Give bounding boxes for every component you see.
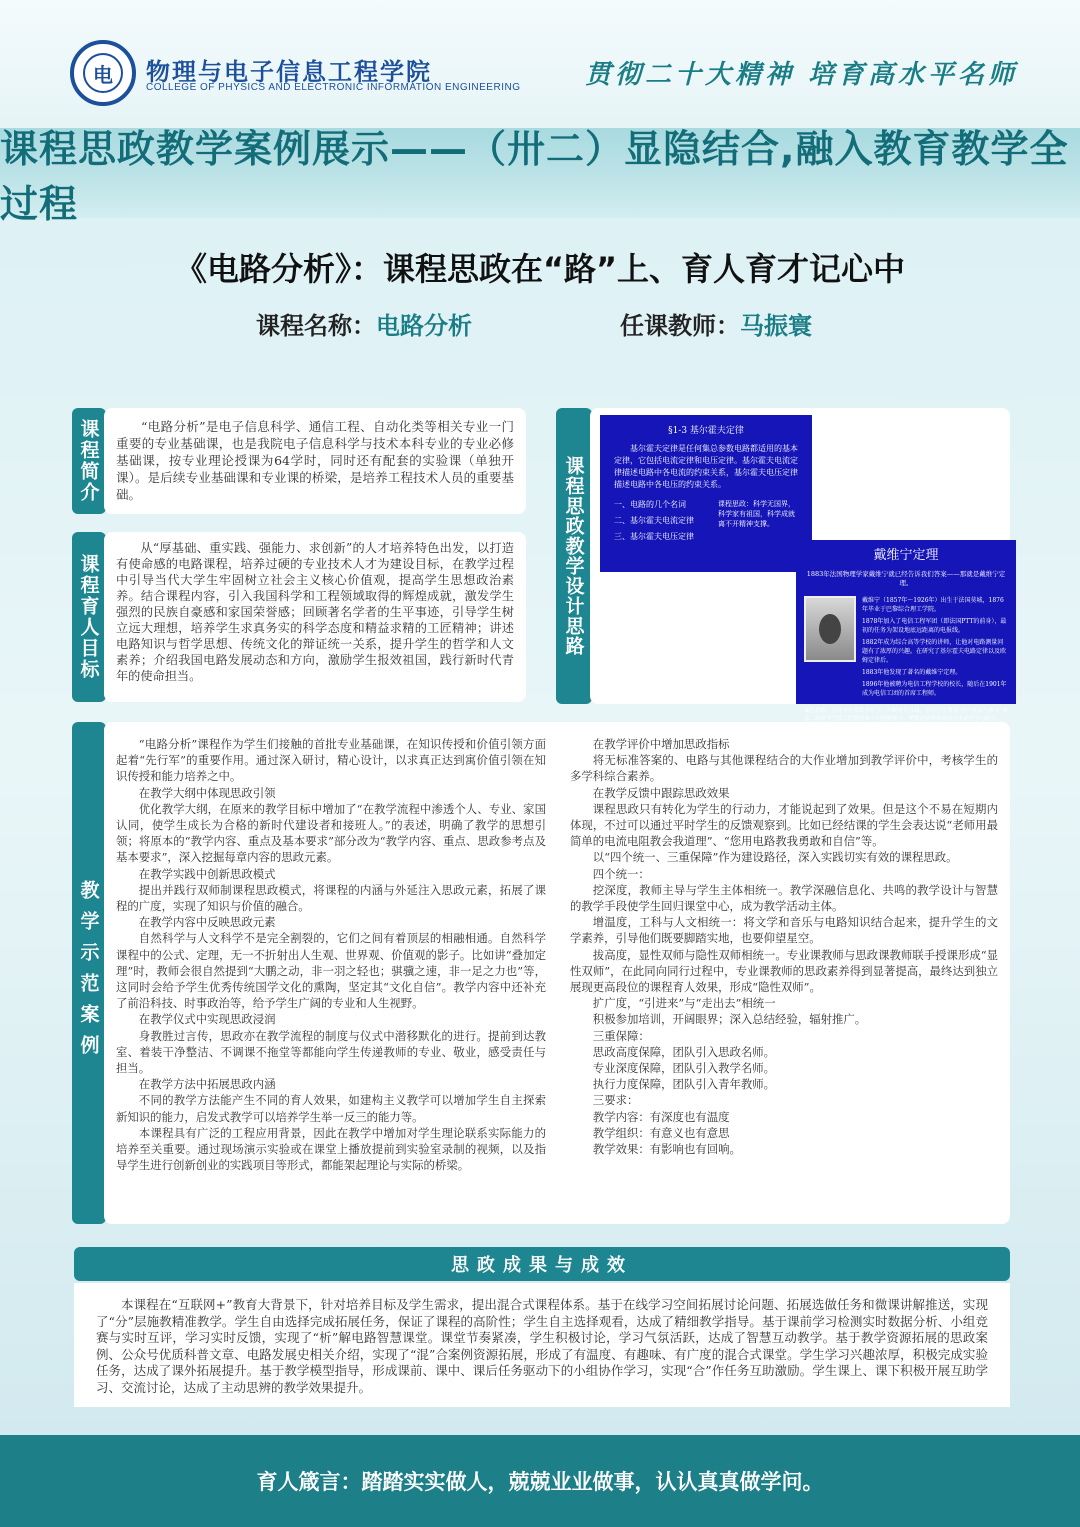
demo-paragraph: 在教学反馈中跟踪思政效果 <box>592 785 730 800</box>
demo-paragraph: 挖深度，教师主导与学生主体相统一。教学深融信息化、共鸣的教学设计与智慧的教学手段使学生回归课堂中心，成为教学活动主体。 <box>570 882 998 914</box>
banner-title: 课程思政教学案例展示——（卅二）显隐结合,融入教育教学全过程 <box>0 127 1069 226</box>
demo-paragraph: 在教学仪式中实现思政浸润 <box>138 1012 276 1027</box>
demo-paragraph: 以“四个统一、三重保障”作为建设路径，深入实践切实有效的课程思政。 <box>592 850 958 865</box>
demo-paragraph: 将无标准答案的、电路与其他课程结合的大作业增加到教学评价中，考核学生的多学科综合素养。 <box>570 753 998 784</box>
demo-paragraph: 思政高度保障，团队引入思政名师。 <box>592 1044 776 1059</box>
results-card <box>74 1283 1010 1407</box>
logo-glyph: 电 <box>83 53 123 93</box>
demo-paragraph: 教学组织：有意义也有意思 <box>592 1125 730 1140</box>
intro-text: “电路分析”是电子信息科学、通信工程、自动化类等相关专业一门重要的专业基础课，也是我院电子信息科学与技术本科专业的专业必修基础课，按专业理论授课为64学时，同时还有配套的实验课（单独开课）。是后续专业基础课和专业课的桥梁，是培养工程技术人员的重要基础。 <box>116 419 514 502</box>
demo-paragraph: 提出并践行双师制课程思政模式，将课程的内涵与外延注入思政元素，拓展了课程的广度，实现了知识与价值的融合。 <box>116 882 546 914</box>
demo-paragraph: 执行力度保障，团队引入青年教师。 <box>592 1077 776 1092</box>
demo-paragraph: 教学内容：有深度也有温度 <box>592 1109 730 1124</box>
demo-paragraph: 积极参加培训，开阔眼界；深入总结经验，辐射推广。 <box>592 1012 867 1027</box>
slogan: 贯彻二十大精神 培育高水平名师 <box>584 60 1018 90</box>
demo-paragraph: “电路分析”课程作为学生们接触的首批专业基础课，在知识传授和价值引领方面起着“先行军”的重要作用。通过深入研讨，精心设计，以求真正达到寓价值引领在知识传授和能力培养之中。 <box>116 737 546 784</box>
course-name-value: 电路分析 <box>376 312 472 340</box>
banner <box>0 127 1080 226</box>
demo-paragraph: 拔高度，显性双师与隐性双师相统一。专业课教师与思政课教师联手授课形成“显性双师”，在此同向同行过程中，专业课教师的思政素养得到显著提高，最终达到独立展现更高段位的课程育人效果，形成“隐性双师”。 <box>570 947 998 995</box>
course-teacher <box>620 306 812 341</box>
footer <box>0 1435 1080 1527</box>
demo-right-column <box>570 736 998 1157</box>
demo-paragraph: 增温度，工科与人文相统一：将文学和音乐与电路知识结合起来，提升学生的文学素养，引导他们既要脚踏实地，也要仰望星空。 <box>570 915 998 946</box>
demo-paragraph: 在教学实践中创新思政模式 <box>138 866 276 881</box>
header <box>0 0 1080 128</box>
slide2-point: 1882年成为综合高等学校的讲师，让他对电路测量问题有了浓厚的兴趣。在研究了基尔霍夫电路定律以及欧姆定律后。 <box>862 639 1007 664</box>
college-name-cn: 物理与电子信息工程学院 <box>146 58 432 86</box>
course-name <box>256 306 472 341</box>
section-tag-design: 课程思政教学设计思路 <box>556 408 592 704</box>
slide1-item: 二、基尔霍夫电流定律 <box>614 516 694 525</box>
footer-motto: 育人箴言：踏踏实实做人，兢兢业业做事，认认真真做学问。 <box>256 1470 824 1494</box>
demo-paragraph: 自然科学与人文科学不是完全割裂的，它们之间有着顶层的相融相通。自然科学课程中的公式、定理，无一不折射出人生观、世界观、价值观的影子。比如讲“叠加定理”时，教师会很自然提到“大鹏之动，非一羽之轻也；骐骥之速，非一足之力也”等，这同时会给予学生优秀传统国学文化的熏陶，坚定其“文化自信”。教学内容中还补充了前沿科技、时事政治等，给予学生广阔的专业和人生视野。 <box>116 931 546 1011</box>
demo-card <box>104 722 1010 1224</box>
slide1-item: 三、基尔霍夫电压定律 <box>614 532 694 541</box>
demo-paragraph: 本课程具有广泛的工程应用背景，因此在教学中增加对学生理论联系实际能力的培养至关重要。通过现场演示实验或在课堂上播放提前到实验室录制的视频，以及指导学生进行创新创业的实践项目等形式，都能架起理论与实际的桥梁。 <box>116 1125 546 1173</box>
slide1-body: 基尔霍夫定律是任何集总参数电路都适用的基本定律，它包括电流定律和电压定律。基尔霍夫电流定律描述电路中各电流的约束关系，基尔霍夫电压定律描述电路中各电压的约束关系。 <box>614 444 798 489</box>
section-tag-intro: 课程简介 <box>72 408 106 514</box>
slide1-note: 课程思政：科学无国界，科学家有祖国，科学成就离不开精神支撑。 <box>718 500 795 528</box>
demo-paragraph: 在教学方法中拓展思政内涵 <box>138 1077 276 1092</box>
section-tag-goal: 课程育人目标 <box>72 532 106 702</box>
course-name-label: 课程名称： <box>256 312 376 340</box>
slide2-title: 戴维宁定理 <box>873 548 939 563</box>
goal-text: 从“厚基础、重实践、强能力、求创新”的人才培养特色出发，以打造有使命感的电路课程，培养过硬的专业技术人才为建设目标，在教学过程中引导当代大学生牢固树立社会主义核心价值观，提高学生思想政治素养。结合课程内容，引入我国科学和工程领域取得的辉煌成就，激发学生强烈的民族自豪感和家国荣誉感；回顾著名学者的生平事迹，引导学生树立远大理想，培养学生求真务实的科学态度和精益求精的工匠精神；讲述电路知识与哲学思想、传统文化的辩证统一关系，提升学生的哲学和人文素养；介绍我国电路发展动态和方向，激励学生报效祖国，践行新时代青年的使命担当。 <box>116 541 514 683</box>
demo-paragraph: 教学效果：有影响也有回响。 <box>592 1142 741 1157</box>
college-logo <box>70 40 136 106</box>
demo-left-column <box>116 736 546 1173</box>
slide2-points <box>862 596 1008 701</box>
slide2-point: 1896年他被聘为电信工程学校的校长，随后在1901年成为电信工团的首席工程师。 <box>862 681 1007 697</box>
slide2-point: 1878年加入了电信工程军团（即法国PTT的前身），最初的任务为架设地底远距离的电报线。 <box>862 618 1007 634</box>
demo-paragraph: 三要求： <box>592 1093 639 1108</box>
goal-card <box>104 532 526 702</box>
results-heading: 思政成果与成效 <box>74 1247 1010 1281</box>
demo-paragraph: 在教学大纲中体现思政引领 <box>138 785 276 800</box>
college-name-en: COLLEGE OF PHYSICS AND ELECTRONIC INFORMATION ENGINEERING <box>146 82 521 93</box>
demo-paragraph: 四个统一： <box>592 866 650 881</box>
intro-card <box>104 408 526 514</box>
page-title: 《电路分析》：课程思政在“路”上、育人育才记心中 <box>174 250 906 288</box>
section-tag-demo: 教学示范案例 <box>72 722 106 1224</box>
slide2-subtitle: 1883年法国物理学家戴维宁就已经告诉我们答案——那就是戴维宁定理。 <box>806 570 1006 587</box>
demo-paragraph: 不同的教学方法能产生不同的育人效果，如建构主义教学可以增加学生自主探索新知识的能力，启发式教学可以培养学生举一反三的能力等。 <box>116 1093 546 1124</box>
demo-paragraph: 三重保障： <box>592 1028 650 1043</box>
slide2-footnote: 课程思政：引导学生要勤奋好学，不断提升自我。引导学生增强“两合优良与奋斗”观念，培养学生的工匠精神和工程创新能力。增强创新意识和应用多途径学习能力。 <box>804 708 1008 722</box>
slide1-item: 一、电路的几个名词 <box>614 500 686 509</box>
slide-thevenin <box>796 540 1016 722</box>
demo-paragraph: 身教胜过言传，思政亦在教学流程的制度与仪式中潜移默化的进行。提前到达教室、着装干净整洁、不调课不拖堂等都能向学生传递教师的专业、敬业，感受责任与担当。 <box>116 1028 546 1076</box>
demo-paragraph: 课程思政只有转化为学生的行动力，才能说起到了效果。但是这个不易在短期内体现，不过可以通过平时学生的反馈观察到。比如已经结课的学生会表达说“老师用最简单的电流电阻教会我道理”、“您用电路教我勇敢和自信”等。 <box>570 801 998 849</box>
demo-paragraph: 在教学评价中增加思政指标 <box>592 737 730 751</box>
slide2-point: 戴维宁（1857年～1926年）出生于法国莫城，1876年毕业于巴黎综合理工学院。 <box>862 597 1004 613</box>
demo-paragraph: 扩广度，“引进来”与“走出去”相统一 <box>592 996 776 1011</box>
demo-paragraph: 优化教学大纲，在原来的教学目标中增加了“在教学流程中渗透个人、专业、家国认同，使学生成长为合格的新时代建设者和接班人。”的表述，明确了教学的思想引领；将原本的“教学内容、重点及基本要求”部分改为“教学内容、重点、思政参考点及基本要求”，深入挖掘每章内容的思政元素。 <box>116 801 546 865</box>
demo-paragraph: 专业深度保障，团队引入教学名师。 <box>592 1061 776 1076</box>
slide1-title: §1-3 基尔霍夫定律 <box>668 426 744 436</box>
results-text: 本课程在“互联网+”教育大背景下，针对培养目标及学生需求，提出混合式课程体系。基于在线学习空间拓展讨论问题、拓展选做任务和微课讲解推送，实现了“分”层施教精准教学。学生自由选择完成拓展任务，保证了课程的高阶性；学生自主选择观看，达成了精细教学指导。基于课前学习检测实时数据分析、小组竞赛与实时互评，学习实时反馈，实现了“析”解电路智慧课堂。课堂节奏紧凑，学生积极讨论，学习气氛活跃，达成了智慧互动教学。基于教学资源拓展的思政案例、公众号优质科普文章、电路发展史相关介绍，实现了“混”合案例资源拓展，形成了有温度、有趣味、有广度的混合式课堂。学生学习兴趣浓厚，积极完成实验任务，达成了课外拓展提升。基于教学模型指导，形成课前、课中、课后任务驱动下的小组协作学习，实现“合”作任务互助激励。学生课上、课下积极开展互助学习、交流讨论，达成了主动思辨的教学效果提升。 <box>96 1297 988 1395</box>
teacher-label: 任课教师： <box>620 312 740 340</box>
portrait-image <box>804 596 856 662</box>
slide2-point: 1883年他发现了著名的戴维宁定理。 <box>862 669 962 676</box>
demo-paragraph: 在教学内容中反映思政元素 <box>138 915 276 930</box>
slide-kirchhoff <box>600 415 812 572</box>
teacher-value: 马振寰 <box>740 312 812 340</box>
slide1-item-list <box>614 499 694 547</box>
